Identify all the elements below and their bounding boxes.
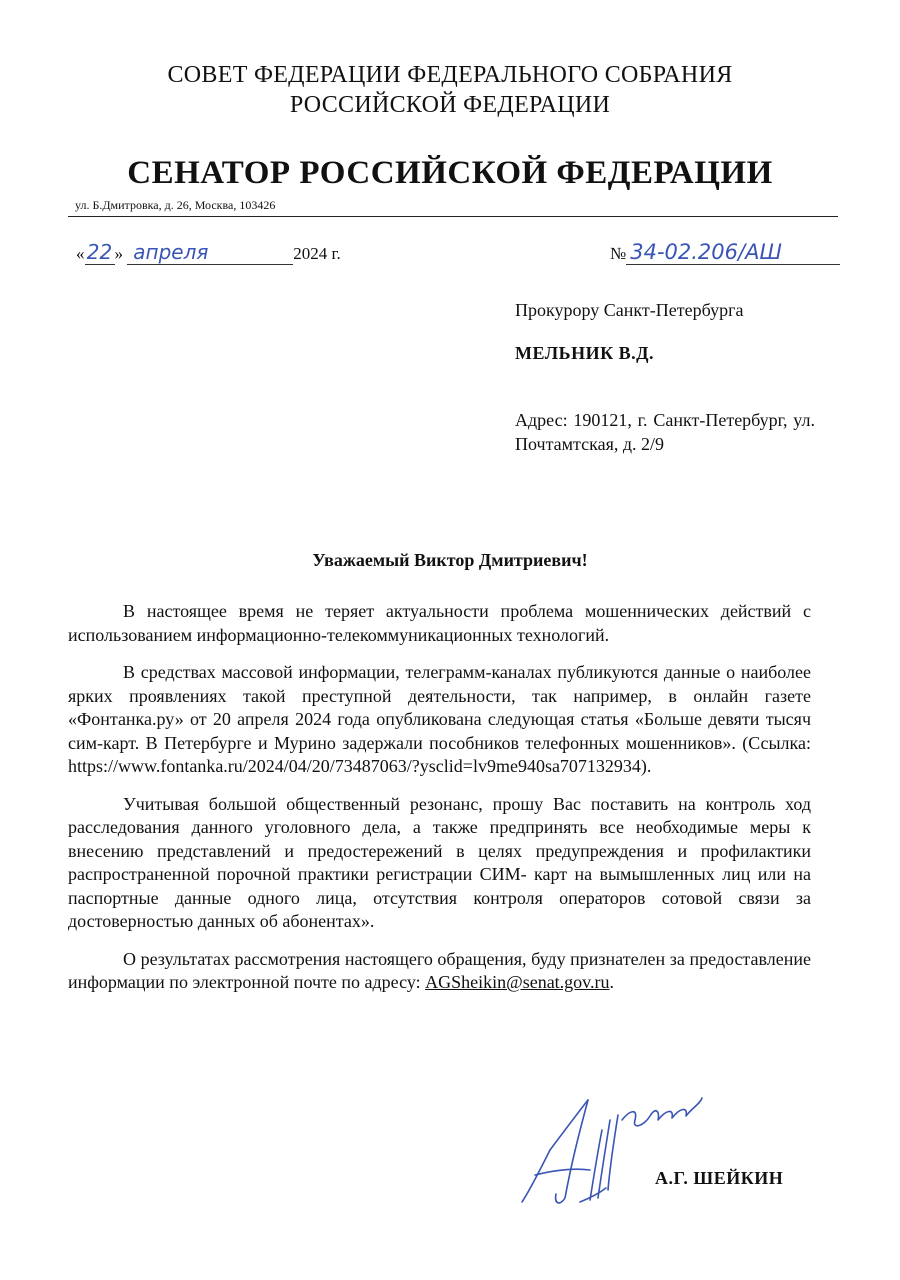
recipient-name: МЕЛЬНИК В.Д. bbox=[515, 343, 655, 363]
signer-name: А.Г. ШЕЙКИН bbox=[655, 1168, 784, 1188]
email-link[interactable]: AGSheikin@senat.gov.ru bbox=[425, 972, 610, 992]
letter-date bbox=[76, 240, 341, 265]
date-year: 2024 г. bbox=[293, 244, 341, 263]
closing-paragraph bbox=[68, 948, 811, 995]
body-paragraph-3: Учитывая большой общественный резонанс, прошу Вас поставить на контроль ход расследования данного уголовного дела, а также предпринять все необходимые меры к внесению представлений и предостережений в целях предупреждения и профилактики распространенной порочной практики регистрации СИМ- карт на вымышленных лиц или на паспортные данные одного лица, отсутствия контроля операторов сотовой связи за достоверностью данных об абонентах». bbox=[68, 793, 811, 931]
number-prefix: № bbox=[610, 244, 627, 263]
recipient-position: Прокурору Санкт-Петербурга bbox=[515, 300, 744, 320]
letter-number bbox=[610, 240, 840, 265]
recipient-address: Адрес: 190121, г. Санкт-Петербург, ул. Почтамтская, д. 2/9 bbox=[515, 410, 815, 454]
date-month: апреля bbox=[127, 240, 293, 265]
header-org-line2: РОССИЙСКОЙ ФЕДЕРАЦИИ bbox=[289, 92, 611, 118]
handwritten-signature bbox=[510, 1090, 710, 1210]
body-paragraph-1: В настоящее время не теряет актуальности проблема мошеннических действий с использованием информационно-телекоммуникационных технологий. bbox=[68, 601, 811, 645]
header-org-line1: СОВЕТ ФЕДЕРАЦИИ ФЕДЕРАЛЬНОГО СОБРАНИЯ bbox=[167, 62, 733, 88]
letterhead-divider bbox=[68, 216, 838, 217]
letter-body bbox=[68, 600, 811, 1009]
number-value: 34-02.206/АШ bbox=[626, 240, 840, 265]
letterhead-title: СЕНАТОР РОССИЙСКОЙ ФЕДЕРАЦИИ bbox=[127, 155, 773, 191]
body-paragraph-2: В средствах массовой информации, телеграмм-каналах публикуются данные о наиболее ярких проявлениях такой преступной деятельности, так например, в онлайн газете «Фонтанка.ру» от 20 апреля 2024 года опубликована следующая статья «Больше девяти тысяч сим-карт. В Петербурге и Мурино задержали пособников телефонных мошенников». (Ссылка: https://www.fontanka.ru/2024/04/20/73487063/?ysclid=lv9me940sa707132934). bbox=[68, 662, 811, 776]
closing-text: О результатах рассмотрения настоящего обращения, буду признателен за предоставление информации по электронной почте по адресу: bbox=[68, 948, 811, 992]
date-day: 22 bbox=[85, 240, 115, 265]
salutation: Уважаемый Виктор Дмитриевич! bbox=[312, 550, 588, 570]
date-quote-close: » bbox=[114, 244, 123, 263]
date-quote-open: « bbox=[76, 244, 85, 263]
letterhead-address: ул. Б.Дмитровка, д. 26, Москва, 103426 bbox=[75, 198, 276, 212]
closing-period: . bbox=[609, 972, 615, 992]
